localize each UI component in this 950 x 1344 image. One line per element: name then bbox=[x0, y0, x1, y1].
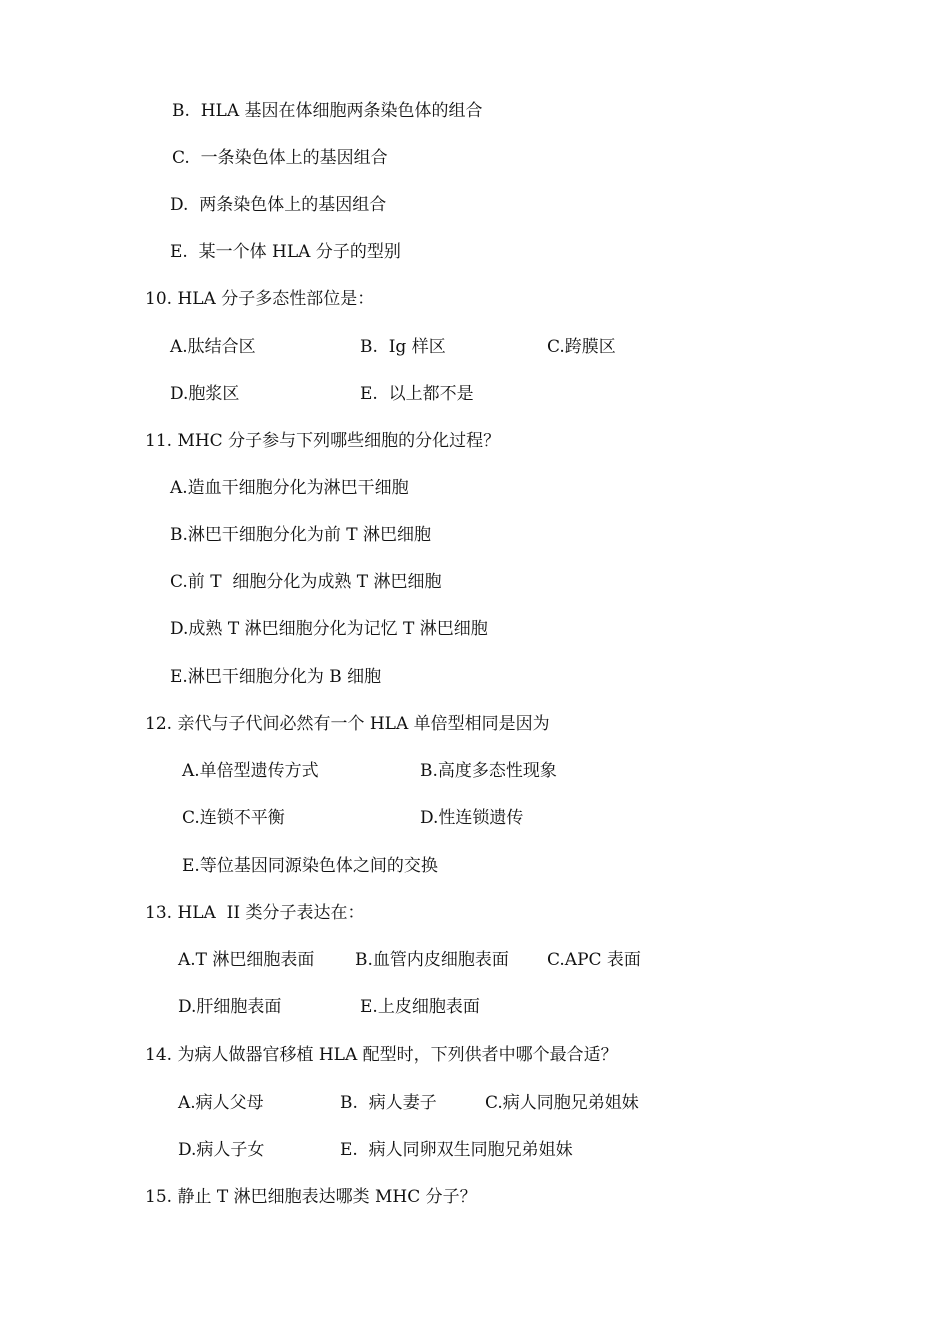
q13-question: 13. HLA II 类分子表达在： bbox=[145, 903, 365, 923]
q11-option-e: E.淋巴干细胞分化为 B 细胞 bbox=[170, 667, 382, 687]
q14-option-a: A.病人父母 bbox=[178, 1093, 264, 1113]
q10-option-d: D.胞浆区 bbox=[170, 384, 240, 404]
q12-option-d: D.性连锁遗传 bbox=[420, 808, 524, 828]
q11-question: 11. MHC 分子参与下列哪些细胞的分化过程？ bbox=[145, 431, 501, 451]
q13-option-e: E.上皮细胞表面 bbox=[360, 997, 480, 1017]
q9-option-c: C. 一条染色体上的基因组合 bbox=[172, 148, 388, 168]
q9-option-b: B. HLA 基因在体细胞两条染色体的组合 bbox=[172, 101, 483, 121]
q10-option-e: E. 以上都不是 bbox=[360, 384, 474, 404]
q12-option-a: A.单倍型遗传方式 bbox=[182, 761, 319, 781]
q14-option-e: E. 病人同卵双生同胞兄弟姐妹 bbox=[340, 1140, 573, 1160]
q13-option-a: A.T 淋巴细胞表面 bbox=[178, 950, 315, 970]
q10-option-b: B. Ig 样区 bbox=[360, 337, 446, 357]
q14-option-d: D.病人子女 bbox=[178, 1140, 265, 1160]
q10-option-c: C.跨膜区 bbox=[547, 337, 616, 357]
q11-option-c: C.前 T 细胞分化为成熟 T 淋巴细胞 bbox=[170, 572, 442, 592]
q9-option-e: E. 某一个体 HLA 分子的型别 bbox=[170, 242, 401, 262]
q10-question: 10. HLA 分子多态性部位是： bbox=[145, 289, 375, 309]
q9-option-d: D. 两条染色体上的基因组合 bbox=[170, 195, 387, 215]
q11-option-b: B.淋巴干细胞分化为前 T 淋巴细胞 bbox=[170, 525, 432, 545]
q10-option-a: A.肽结合区 bbox=[170, 337, 256, 357]
q12-option-b: B.高度多态性现象 bbox=[420, 761, 557, 781]
q12-option-c: C.连锁不平衡 bbox=[182, 808, 285, 828]
q13-option-b: B.血管内皮细胞表面 bbox=[355, 950, 509, 970]
q11-option-d: D.成熟 T 淋巴细胞分化为记忆 T 淋巴细胞 bbox=[170, 619, 488, 639]
q15-question: 15. 静止 T 淋巴细胞表达哪类 MHC 分子？ bbox=[145, 1187, 477, 1207]
q14-option-b: B. 病人妻子 bbox=[340, 1093, 437, 1113]
q13-option-c: C.APC 表面 bbox=[547, 950, 641, 970]
q14-question: 14. 为病人做器官移植 HLA 配型时，下列供者中哪个最合适？ bbox=[145, 1045, 618, 1065]
q14-option-c: C.病人同胞兄弟姐妹 bbox=[485, 1093, 639, 1113]
q12-question: 12. 亲代与子代间必然有一个 HLA 单倍型相同是因为 bbox=[145, 714, 550, 734]
q11-option-a: A.造血干细胞分化为淋巴干细胞 bbox=[170, 478, 409, 498]
q12-option-e: E.等位基因同源染色体之间的交换 bbox=[182, 856, 438, 876]
q13-option-d: D.肝细胞表面 bbox=[178, 997, 282, 1017]
